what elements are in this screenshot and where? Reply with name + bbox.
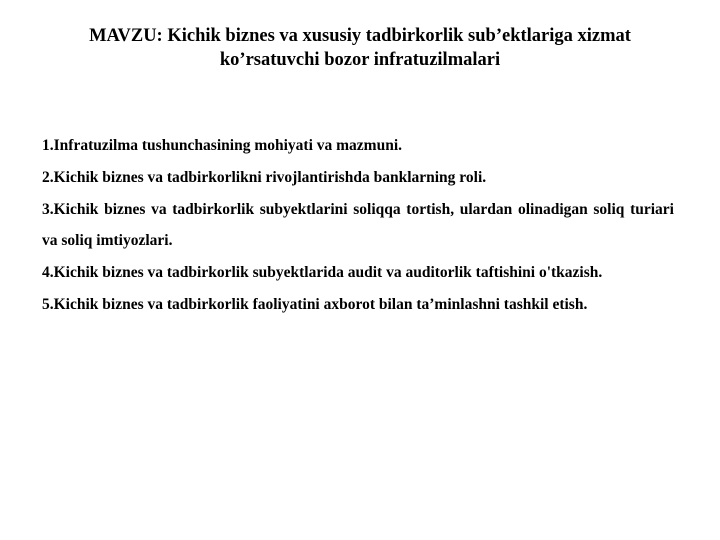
slide-title-line-1: MAVZU: Kichik biznes va xususiy tadbirkorlik sub’ektlariga xizmat	[89, 26, 631, 46]
topic-list	[42, 130, 674, 321]
slide-title	[40, 24, 680, 72]
topic-item-3: 3.Kichik biznes va tadbirkorlik subyektlarini soliqqa tortish, ulardan olinadigan soliq turiari va soliq imtiyozlari.	[42, 201, 674, 249]
slide-title-line-2: ko’rsatuvchi bozor infratuzilmalari	[219, 50, 501, 70]
topic-item-4: 4.Kichik biznes va tadbirkorlik subyektlarida audit va auditorlik taftishini o'tkazish.	[42, 264, 603, 281]
topic-item-1: 1.Infratuzilma tushunchasining mohiyati va mazmuni.	[42, 137, 402, 154]
topic-item-2: 2.Kichik biznes va tadbirkorlikni rivojlantirishda banklarning roli.	[42, 169, 487, 186]
topic-item-5: 5.Kichik biznes va tadbirkorlik faoliyatini axborot bilan ta’minlashni tashkil etish.	[42, 296, 588, 313]
